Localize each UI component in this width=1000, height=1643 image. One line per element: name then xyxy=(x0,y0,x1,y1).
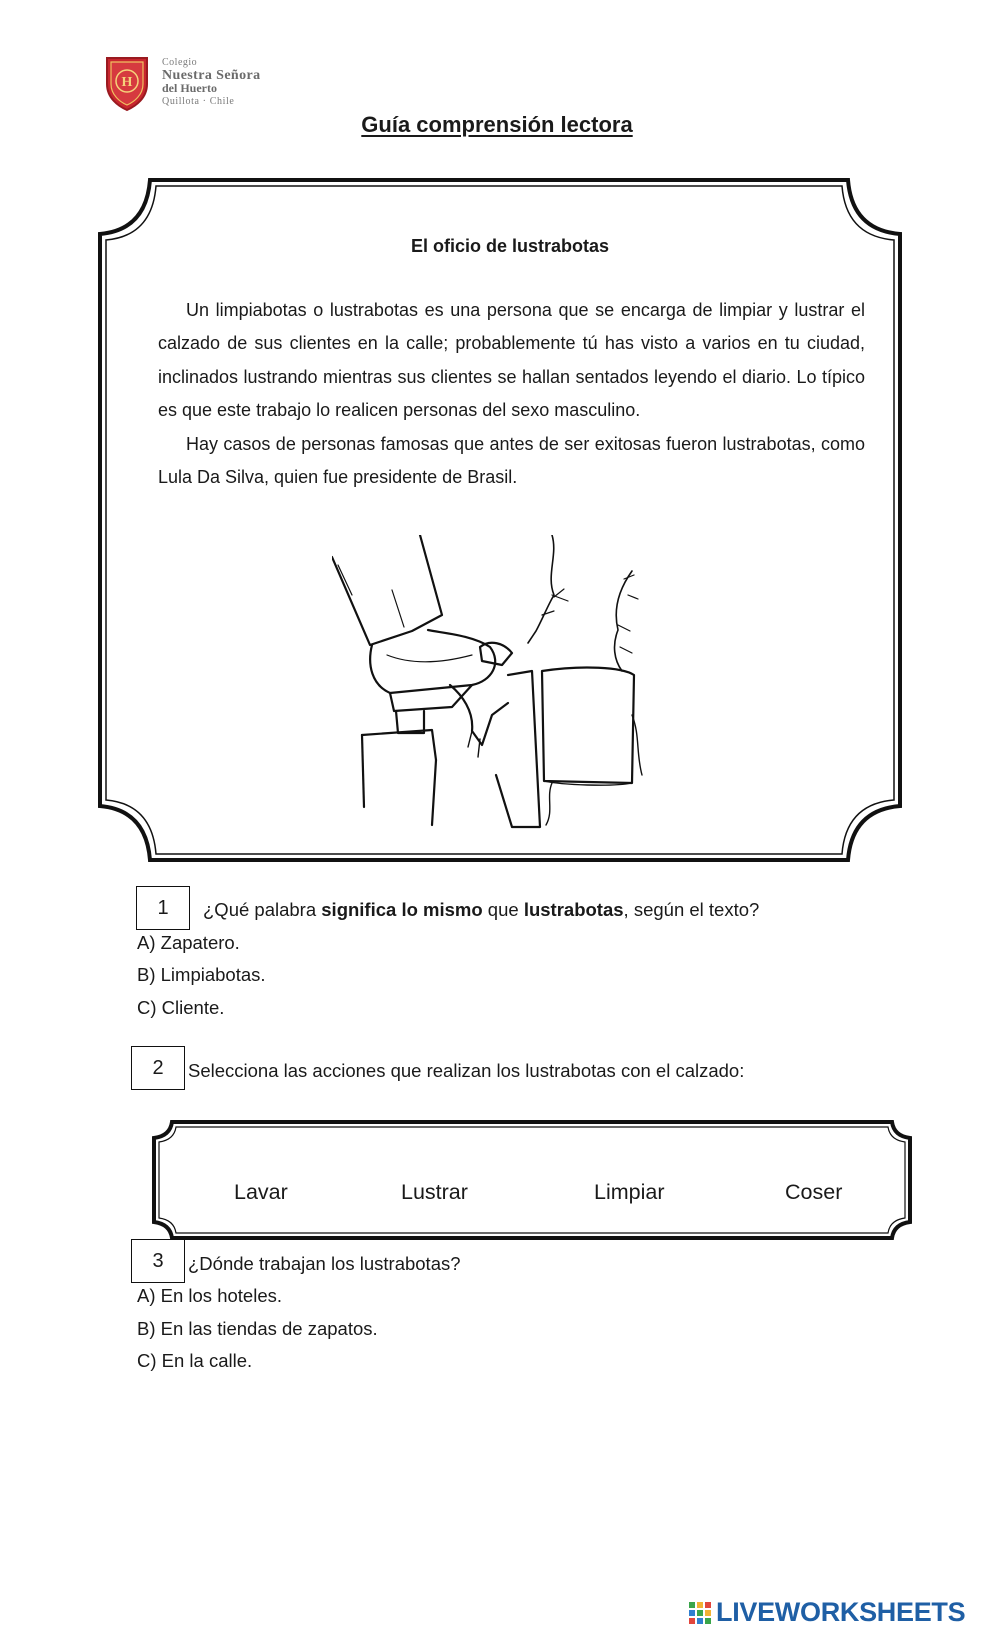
question-3-text: ¿Dónde trabajan los lustrabotas? xyxy=(188,1253,461,1274)
reading-paragraph-2: Hay casos de personas famosas que antes de ser exitosas fueron lustrabotas, como Lula Da Silva, quien fue presidente de Brasil. xyxy=(158,433,865,488)
question-2-text: Selecciona las acciones que realizan los lustrabotas con el calzado: xyxy=(188,1060,745,1081)
page-title xyxy=(0,112,1000,138)
question-1-text-bold: lustrabotas xyxy=(523,899,624,920)
liveworksheets-brand: LIVEWORKSHEETS xyxy=(716,1597,966,1627)
reading-paragraph-1: Un limpiabotas o lustrabotas es una persona que se encarga de limpiar y lustrar el calzado de sus clientes en la calle; probablemente tú has visto a varios en tu ciudad, inclinados lustrando mientras sus clientes se hallan sentados leyendo el diario. Lo típico es que este trabajo lo realicen personas del sexo masculino. xyxy=(158,300,865,421)
question-3-option-a[interactable]: A) En los hoteles. xyxy=(137,1285,282,1306)
choice-coser[interactable]: Coser xyxy=(785,1180,843,1204)
liveworksheets-icon xyxy=(688,1601,712,1625)
shoeshine-illustration xyxy=(332,535,667,830)
question-2-number: 2 xyxy=(152,1056,164,1079)
page-title-text: Guía comprensión lectora xyxy=(361,112,633,137)
school-name-line2: Nuestra Señora xyxy=(162,68,261,83)
question-3-number-box xyxy=(131,1239,185,1283)
reading-body xyxy=(158,294,865,494)
question-1-text-part: que xyxy=(482,899,524,920)
school-crest-icon xyxy=(104,54,150,112)
question-1-option-a[interactable]: A) Zapatero. xyxy=(137,932,240,953)
question-1-number: 1 xyxy=(157,896,169,919)
question-1-text-part: ¿Qué palabra xyxy=(203,899,322,920)
question-1-option-b[interactable]: B) Limpiabotas. xyxy=(137,964,266,985)
question-1-text-part: , según el texto? xyxy=(623,899,760,920)
question-3-option-c[interactable]: C) En la calle. xyxy=(137,1350,253,1371)
question-1-number-box xyxy=(136,886,190,930)
reading-title: El oficio de lustrabotas xyxy=(410,236,610,256)
choice-lustrar[interactable]: Lustrar xyxy=(401,1180,468,1204)
question-1-text-bold: significa lo mismo xyxy=(321,899,483,920)
question-2-number-box xyxy=(131,1046,185,1090)
crest-letter: H xyxy=(121,75,133,90)
school-name-line1: Colegio xyxy=(162,57,198,68)
school-name-line3: del Huerto xyxy=(162,81,217,95)
school-location: Quillota · Chile xyxy=(162,96,235,107)
question-3-number: 3 xyxy=(152,1249,164,1272)
question-3-option-b[interactable]: B) En las tiendas de zapatos. xyxy=(137,1318,378,1339)
choice-lavar[interactable]: Lavar xyxy=(234,1180,288,1204)
question-1-option-c[interactable]: C) Cliente. xyxy=(137,997,225,1018)
liveworksheets-logo[interactable] xyxy=(688,1597,988,1627)
question-1-text xyxy=(203,899,759,921)
choice-limpiar[interactable]: Limpiar xyxy=(594,1180,665,1204)
school-logo xyxy=(104,52,284,114)
